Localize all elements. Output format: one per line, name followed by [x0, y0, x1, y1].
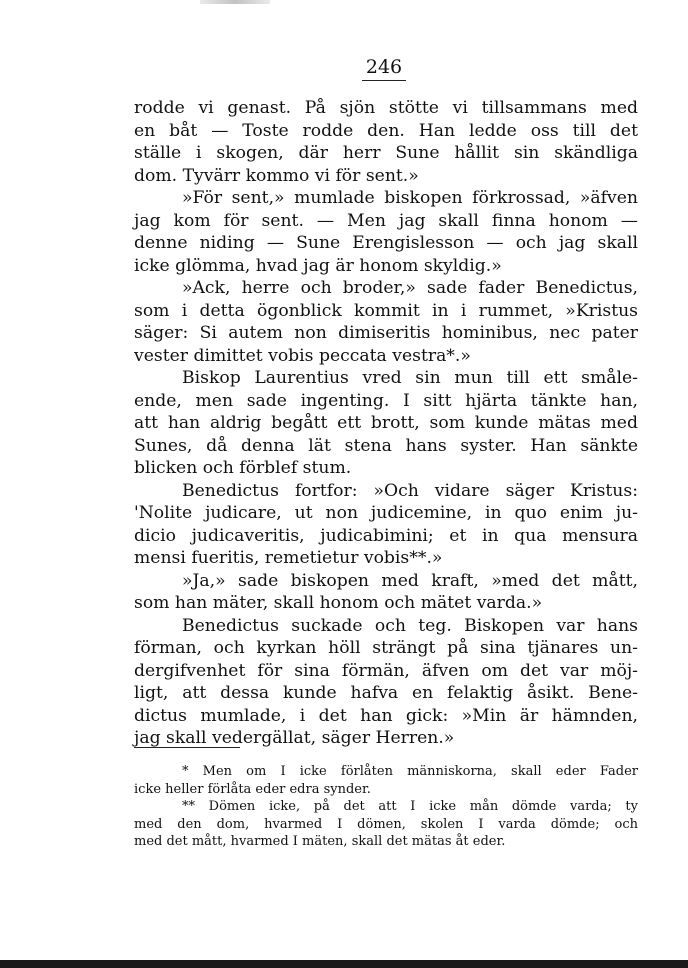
text-line: »Ja,» sade biskopen med kraft, »med det mått, [182, 570, 638, 591]
text-line: ställe i skogen, där herr Sune hållit sin skändliga [134, 143, 638, 163]
page-number [0, 56, 688, 81]
text-line: vester dimittet vobis peccata vestra*.» [134, 345, 471, 366]
text-line: Benedictus suckade och teg. Biskopen var hans [182, 615, 638, 636]
text-line: icke glömma, hvad jag är honom skyldig.» [134, 255, 502, 276]
text-line: dicio judicaveritis, judicabimini; et in qua mensura [134, 525, 638, 546]
text-line: ende, men sade ingenting. I sitt hjärta tänkte han, [134, 390, 638, 411]
text-line: 'Nolite judicare, ut non judicemine, in quo enim ju- [134, 503, 638, 523]
footnote-line: * Men om I icke förlåten människorna, skall eder Fader [182, 764, 638, 779]
main-text [134, 97, 638, 750]
text-line: jag skall vedergällat, säger Herren.» [134, 728, 455, 748]
text-line: jag kom för sent. — Men jag skall finna honom — [134, 210, 638, 231]
text-line: att han aldrig begått ett brott, som kunde mätas med [134, 413, 638, 433]
text-line: Biskop Laurentius vred sin mun till ett småle- [182, 368, 638, 388]
text-line: förman, och kyrkan höll strängt på sina tjänares un- [134, 638, 638, 658]
text-line: som han mäter, skall honom och mätet varda.» [134, 593, 543, 613]
text-line: dictus mumlade, i det han gick: »Min är hämnden, [134, 705, 638, 726]
text-line: Sunes, då denna lät stena hans syster. Han sänkte [134, 435, 638, 456]
text-line: blicken och förblef stum. [134, 458, 352, 478]
footnote-line: ** Dömen icke, på det att I icke mån dömde varda; ty [182, 799, 638, 814]
scan-artifact [200, 0, 270, 4]
footnote-line: icke heller förlåta eder edra synder. [134, 781, 371, 797]
footnote-line: med det mått, hvarmed I mäten, skall det mätas åt eder. [134, 834, 506, 849]
text-line: denne niding — Sune Erengislesson — och jag skall [134, 233, 638, 253]
page-number-text: 246 [362, 56, 406, 81]
text-line: ligt, att dessa kunde hafva en felaktig åsikt. Bene- [134, 683, 638, 703]
text-line: »Ack, herre och broder,» sade fader Benedictus, [182, 278, 638, 298]
footnote-line: med den dom, hvarmed I dömen, skolen I varda dömde; och [134, 816, 638, 832]
text-line: en båt — Toste rodde den. Han ledde oss till det [134, 120, 638, 141]
scan-bottom-edge [0, 960, 688, 968]
text-line: dom. Tyvärr kommo vi för sent.» [134, 165, 419, 186]
text-line: som i detta ögonblick kommit in i rummet, »Kristus [134, 300, 638, 321]
text-line: mensi fueritis, remetietur vobis**.» [134, 548, 443, 568]
footnote-divider [134, 747, 240, 748]
text-line: Benedictus fortfor: »Och vidare säger Kristus: [182, 480, 638, 501]
text-line: »För sent,» mumlade biskopen förkrossad, »äfven [182, 188, 638, 208]
footnotes [134, 763, 638, 851]
text-line: säger: Si autem non dimiseritis hominibus, nec pater [134, 323, 638, 343]
text-line: dergifvenhet för sina förmän, äfven om det var möj- [134, 660, 638, 681]
text-line: rodde vi genast. På sjön stötte vi tillsammans med [134, 98, 638, 118]
